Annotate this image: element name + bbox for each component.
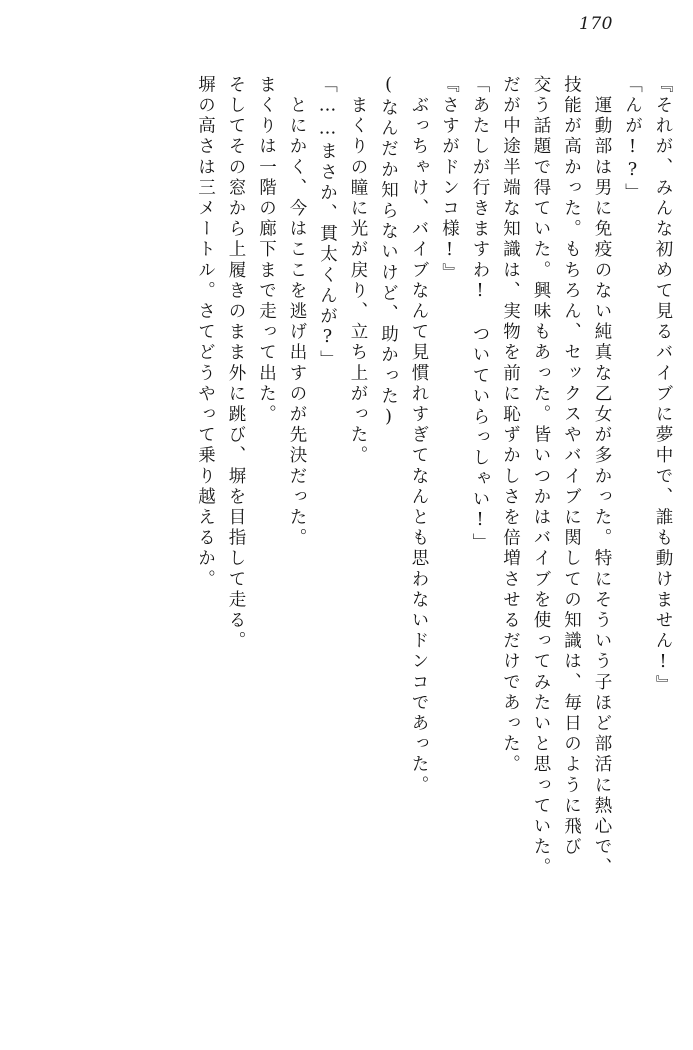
text-line: まくりの瞳に光が戻り、立ち上がった。	[348, 75, 368, 467]
text-line: 『さすがドンコ様!』	[439, 75, 460, 284]
text-line: そしてその窓から上履きのまま外に跳び、塀を目指して走る。	[226, 75, 246, 652]
body-text	[22, 75, 671, 1005]
text-line: 技能が高かった。もちろん、セックスやバイブに関しての知識は、毎日のように飛び	[561, 75, 582, 858]
text-line: まくりは一階の廊下まで走って出た。	[256, 75, 277, 426]
page-number: 170	[579, 14, 613, 34]
text-line: とにかく、今はここを逃げ出すのが先決だった。	[287, 75, 307, 549]
text-line: (なんだか知らないけど、助かった)	[378, 75, 399, 431]
text-line: 運動部は男に免疫のない純真な乙女が多かった。特にそういう子ほど部活に熱心で、	[592, 75, 612, 879]
text-line: 「あたしが行きますわ! ついていらっしゃい!」	[470, 75, 490, 554]
text-line: ぶっちゃけ、バイブなんて見慣れすぎてなんとも思わないドンコであった。	[409, 75, 429, 796]
text-line: だが中途半端な知識は、実物を前に恥ずかしさを倍増させるだけであった。	[500, 75, 521, 776]
text-line: 『それが、みんな初めて見るバイブに夢中で、誰も動けません!』	[653, 75, 673, 696]
text-line: 「んが!?」	[622, 75, 643, 204]
text-line: 塀の高さは三メートル。さてどうやって乗り越えるか。	[195, 75, 216, 590]
text-line: 「……まさか、貫太くんが?」	[317, 75, 338, 371]
text-line: 交う話題で得ていた。興味もあった。皆いつかはバイブを使ってみたいと思っていた。	[531, 75, 551, 879]
